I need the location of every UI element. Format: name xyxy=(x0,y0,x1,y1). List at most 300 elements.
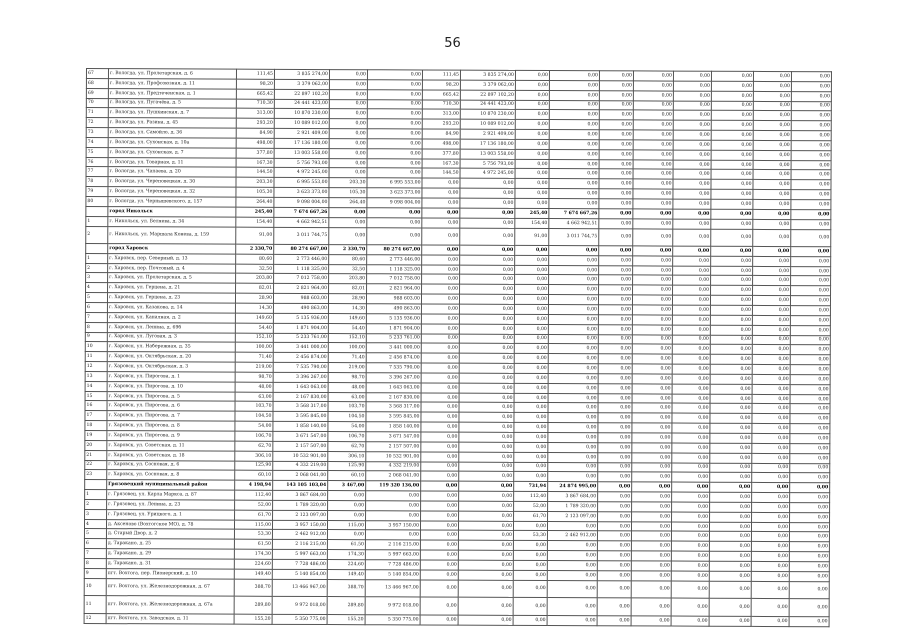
cell-cost: 4 332 219,00 xyxy=(273,461,328,471)
cell-v12: 0,00 xyxy=(633,100,673,110)
cell-area: 152,10 xyxy=(235,333,273,343)
cell-no: 23 xyxy=(85,470,107,480)
cell-rep_area: 0,00 xyxy=(329,79,367,89)
cell-v9: 0,00 xyxy=(515,100,549,110)
cell-rep_cost: 1 858 140,00 xyxy=(366,422,421,432)
cell-v12: 0,00 xyxy=(633,246,673,256)
cell-v15: 0,00 xyxy=(752,453,790,463)
cell-v14: 0,00 xyxy=(709,616,751,627)
cell-v9: 245,40 xyxy=(515,208,549,218)
cell-rep_area: 0,00 xyxy=(329,119,367,129)
cell-mkd_cost: 0,00 xyxy=(459,491,514,501)
cell-v10: 0,00 xyxy=(549,80,599,90)
cell-no: 7 xyxy=(84,549,106,559)
cell-v10: 1 789 320,00 xyxy=(548,501,598,511)
cell-v14: 0,00 xyxy=(711,209,753,219)
cell-area: 104,50 xyxy=(235,411,273,421)
cell-v14: 0,00 xyxy=(710,453,752,463)
cell-v12: 0,00 xyxy=(631,598,671,616)
cell-cost: 1 789 320,00 xyxy=(273,500,328,510)
cell-v13: 0,00 xyxy=(673,91,711,101)
cell-v13: 0,00 xyxy=(672,492,710,502)
cell-rep_area: 0,00 xyxy=(329,148,367,158)
cell-v13: 0,00 xyxy=(672,295,710,305)
cell-area: 52,00 xyxy=(235,500,273,510)
cell-rep_area: 115,00 xyxy=(327,520,365,530)
cell-v15: 0,00 xyxy=(752,424,790,434)
cell-v12: 0,00 xyxy=(632,334,672,344)
cell-mkd_cost: 2 921 409,00 xyxy=(460,129,515,139)
cell-v11: 0,00 xyxy=(598,511,632,521)
cell-v13: 0,00 xyxy=(671,571,709,581)
cell-v14: 0,00 xyxy=(710,482,752,492)
cell-v16: 0,00 xyxy=(790,443,830,453)
cell-no: 19 xyxy=(85,430,107,440)
cell-v16: 0,00 xyxy=(791,180,831,190)
cell-v12: 0,00 xyxy=(632,482,672,492)
cell-v14: 0,00 xyxy=(710,512,752,522)
cell-mkd_area: 0,00 xyxy=(421,412,459,422)
cell-v15: 0,00 xyxy=(753,199,791,209)
cell-v14: 0,00 xyxy=(711,189,753,199)
cell-rep_area: 63,00 xyxy=(328,392,366,402)
cell-v15: 0,00 xyxy=(753,229,791,247)
cell-v12: 0,00 xyxy=(632,315,672,325)
cell-rep_cost: 3 396 267,00 xyxy=(366,373,421,383)
cell-v9: 53,30 xyxy=(513,531,547,541)
cell-v9: 0,00 xyxy=(514,295,548,305)
cell-no: 6 xyxy=(85,303,107,313)
cell-area: 245,40 xyxy=(236,207,274,217)
cell-cost: 2 462 912,00 xyxy=(272,530,327,540)
cell-v9: 0,00 xyxy=(513,580,547,598)
cell-v11: 0,00 xyxy=(599,159,633,169)
cell-v9: 154,40 xyxy=(515,218,549,228)
cell-v12: 0,00 xyxy=(633,130,673,140)
cell-addr: город Никольск xyxy=(108,206,236,216)
cell-mkd_area: 0,00 xyxy=(422,284,460,294)
cell-no: 12 xyxy=(84,613,106,624)
cell-v10: 0,00 xyxy=(549,139,599,149)
cell-rep_cost: 7 728 486,00 xyxy=(365,560,420,570)
cell-no: 10 xyxy=(85,342,107,352)
cell-mkd_area: 665,42 xyxy=(422,90,460,100)
cell-rep_area: 0,00 xyxy=(329,89,367,99)
cell-addr: г. Харовск, ул. Советская, д. 11 xyxy=(107,440,235,450)
cell-v11: 0,00 xyxy=(599,179,633,189)
cell-rep_cost: 5 350 775,00 xyxy=(365,614,420,625)
cell-v10: 0,00 xyxy=(549,149,599,159)
cell-v12: 0,00 xyxy=(631,521,671,531)
cell-v15: 0,00 xyxy=(752,355,790,365)
table-row xyxy=(84,613,829,627)
cell-rep_cost: 10 532 901,00 xyxy=(366,451,421,461)
cell-addr: пгт. Вохтога, пер. Пионерский, д. 10 xyxy=(106,568,234,578)
cell-v11: 0,00 xyxy=(599,189,633,199)
cell-addr: г. Харовск, ул. Сосновая, д. 6 xyxy=(107,460,235,470)
cell-rep_area: 0,00 xyxy=(329,129,367,139)
cell-no: 4 xyxy=(86,283,108,293)
cell-rep_cost: 0,00 xyxy=(366,501,421,511)
cell-area: 313,00 xyxy=(236,109,274,119)
cell-rep_cost: 0,00 xyxy=(366,491,421,501)
cell-v15: 0,00 xyxy=(751,599,789,617)
cell-v15: 0,00 xyxy=(752,296,790,306)
cell-mkd_area: 0,00 xyxy=(422,255,460,265)
cell-v12: 0,00 xyxy=(633,71,673,81)
cell-v10: 0,00 xyxy=(549,90,599,100)
cell-v10: 0,00 xyxy=(548,324,598,334)
cell-v12: 0,00 xyxy=(631,541,671,551)
cell-v15: 0,00 xyxy=(751,552,789,562)
cell-v14: 0,00 xyxy=(710,423,752,433)
cell-mkd_area: 0,00 xyxy=(422,218,460,228)
cell-v12: 0,00 xyxy=(632,413,672,423)
cell-v11: 0,00 xyxy=(599,100,633,110)
cell-v11: 0,00 xyxy=(599,209,633,219)
cell-mkd_area: 98,20 xyxy=(422,80,460,90)
cell-addr: г. Харовск, ул. Ленина, д. 69б xyxy=(107,322,235,332)
cell-v13: 0,00 xyxy=(672,453,710,463)
cell-v10: 0,00 xyxy=(548,462,598,472)
cell-v13: 0,00 xyxy=(672,433,710,443)
cell-v9: 0,00 xyxy=(515,179,549,189)
cell-area: 149,40 xyxy=(234,569,272,579)
cell-mkd_area: 84,90 xyxy=(422,129,460,139)
cell-v12: 0,00 xyxy=(632,443,672,453)
cell-v15: 0,00 xyxy=(753,256,791,266)
cell-v16: 0,00 xyxy=(791,91,831,101)
cell-v15: 0,00 xyxy=(753,71,791,81)
cell-v15: 0,00 xyxy=(752,315,790,325)
cell-mkd_cost: 0,00 xyxy=(459,471,514,481)
cell-no: 16 xyxy=(85,401,107,411)
cell-mkd_cost: 0,00 xyxy=(460,275,515,285)
cell-v10: 0,00 xyxy=(548,423,598,433)
cell-cost: 2 773 446,00 xyxy=(274,254,329,264)
cell-addr: г. Харовск, ул. Пролетарская, д. 5 xyxy=(108,273,236,283)
cell-cost: 5 997 663,00 xyxy=(272,549,327,559)
cell-v15: 0,00 xyxy=(751,522,789,532)
cell-mkd_area: 0,00 xyxy=(421,383,459,393)
cell-mkd_area: 0,00 xyxy=(421,363,459,373)
cell-v10: 0,00 xyxy=(548,295,598,305)
cell-mkd_cost: 0,00 xyxy=(459,304,514,314)
cell-v13: 0,00 xyxy=(673,120,711,130)
cell-v15: 0,00 xyxy=(752,374,790,384)
cell-mkd_cost: 13 003 558,00 xyxy=(460,149,515,159)
cell-v13: 0,00 xyxy=(673,150,711,160)
cell-v9: 0,00 xyxy=(515,255,549,265)
cell-rep_area: 0,00 xyxy=(329,138,367,148)
cell-v9: 0,00 xyxy=(515,169,549,179)
cell-addr: г. Харовск, ул. Советская, д. 18 xyxy=(107,450,235,460)
cell-v16: 0,00 xyxy=(791,256,831,266)
cell-area: 14,30 xyxy=(235,303,273,313)
cell-rep_cost: 0,00 xyxy=(367,80,422,90)
cell-area: 219,00 xyxy=(235,362,273,372)
cell-v16: 0,00 xyxy=(791,101,831,111)
cell-cost: 3 595 845,00 xyxy=(273,412,328,422)
cell-v12: 0,00 xyxy=(633,285,673,295)
cell-cost: 7 728 486,00 xyxy=(272,559,327,569)
cell-v12: 0,00 xyxy=(633,169,673,179)
cell-v14: 0,00 xyxy=(711,150,753,160)
cell-no: 21 xyxy=(85,450,107,460)
cell-rep_cost: 13 466 967,00 xyxy=(365,579,420,597)
cell-rep_area: 82,01 xyxy=(329,284,367,294)
cell-mkd_cost: 0,00 xyxy=(460,208,515,218)
cell-mkd_area: 0,00 xyxy=(421,511,459,521)
cell-v12: 0,00 xyxy=(631,615,671,626)
cell-no: 67 xyxy=(86,69,108,79)
cell-v16: 0,00 xyxy=(790,473,830,483)
cell-v12: 0,00 xyxy=(633,266,673,276)
cell-v9: 0,00 xyxy=(515,70,549,80)
cell-v11: 0,00 xyxy=(597,580,631,598)
cell-rep_cost: 80 274 667,00 xyxy=(367,245,422,255)
cell-addr: пгт. Вохтога, ул. Заводская, д. 11 xyxy=(106,613,234,624)
cell-v13: 0,00 xyxy=(671,522,709,532)
cell-no: 73 xyxy=(86,128,108,138)
cell-v9: 0,00 xyxy=(515,285,549,295)
cell-v13: 0,00 xyxy=(673,276,711,286)
cell-v16: 0,00 xyxy=(791,286,831,296)
cell-v13: 0,00 xyxy=(672,404,710,414)
cell-mkd_area: 0,00 xyxy=(422,245,460,255)
cell-area: 71,40 xyxy=(235,352,273,362)
cell-v9: 0,00 xyxy=(514,403,548,413)
cell-mkd_cost: 0,00 xyxy=(459,314,514,324)
cell-addr: г. Вологда, ул. Разина, д. 45 xyxy=(108,118,236,128)
cell-cost: 3 568 317,00 xyxy=(273,402,328,412)
cell-rep_cost: 7 535 790,00 xyxy=(366,363,421,373)
cell-rep_cost: 5 997 663,00 xyxy=(365,550,420,560)
cell-v11: 0,00 xyxy=(599,110,633,120)
cell-mkd_area: 0,00 xyxy=(420,597,458,615)
cell-v10: 0,00 xyxy=(549,130,599,140)
cell-addr: д. Старый Двор, д. 2 xyxy=(106,529,234,539)
cell-v15: 0,00 xyxy=(752,335,790,345)
cell-v11: 0,00 xyxy=(598,334,632,344)
cell-v13: 0,00 xyxy=(673,246,711,256)
cell-v10: 0,00 xyxy=(549,100,599,110)
cell-v14: 0,00 xyxy=(710,364,752,374)
cell-v10: 0,00 xyxy=(547,615,597,626)
cell-addr: г. Харовск, ул. Луговая, д. 3 xyxy=(107,332,235,342)
cell-no: 20 xyxy=(85,440,107,450)
cell-v10: 0,00 xyxy=(548,413,598,423)
cell-no: 77 xyxy=(86,167,108,177)
cell-addr: пгт. Вохтога, ул. Железнодорожная, д. 67 xyxy=(106,578,234,596)
cell-v16: 0,00 xyxy=(790,296,830,306)
cell-v15: 0,00 xyxy=(753,170,791,180)
cell-v14: 0,00 xyxy=(709,541,751,551)
cell-rep_area: 0,00 xyxy=(329,207,367,217)
cell-v9: 0,00 xyxy=(515,120,549,130)
cell-addr: г. Харовск, ул. Пирогова, д. 10 xyxy=(107,381,235,391)
cell-v13: 0,00 xyxy=(673,209,711,219)
cell-v14: 0,00 xyxy=(709,551,751,561)
cell-v10: 2 462 912,00 xyxy=(547,531,597,541)
cell-rep_cost: 2 167 830,00 xyxy=(366,392,421,402)
cell-mkd_area: 0,00 xyxy=(421,471,459,481)
cell-v13: 0,00 xyxy=(672,472,710,482)
cell-v16: 0,00 xyxy=(790,365,830,375)
cell-addr: г. Харовск, ул. Каналная, д. 2 xyxy=(107,312,235,322)
cell-rep_cost: 0,00 xyxy=(367,89,422,99)
cell-mkd_cost: 0,00 xyxy=(460,228,515,246)
cell-area: 125,90 xyxy=(235,461,273,471)
cell-no xyxy=(85,480,107,490)
cell-mkd_cost: 0,00 xyxy=(459,353,514,363)
cell-area: 2 330,70 xyxy=(236,244,274,254)
cell-rep_area: 100,00 xyxy=(328,343,366,353)
cell-area: 149,60 xyxy=(235,313,273,323)
cell-v10: 0,00 xyxy=(549,71,599,81)
cell-v11: 0,00 xyxy=(598,482,632,492)
cell-mkd_area: 0,00 xyxy=(421,402,459,412)
cell-cost: 2 167 830,00 xyxy=(273,392,328,402)
cell-mkd_area: 0,00 xyxy=(421,334,459,344)
cell-mkd_cost: 0,00 xyxy=(458,560,513,570)
cell-addr: г. Грязовец, ул. Ленина, д. 23 xyxy=(107,499,235,509)
cell-rep_cost: 0,00 xyxy=(367,168,422,178)
cell-v9: 0,00 xyxy=(515,188,549,198)
cell-v14: 0,00 xyxy=(711,170,753,180)
cell-addr: г. Вологда, ул. Пролетарская, д. 6 xyxy=(108,69,236,79)
cell-v15: 0,00 xyxy=(751,571,789,581)
cell-v14: 0,00 xyxy=(710,345,752,355)
cell-mkd_cost: 0,00 xyxy=(459,373,514,383)
cell-mkd_area: 0,00 xyxy=(421,314,459,324)
cell-mkd_area: 313,00 xyxy=(422,109,460,119)
cell-v11: 0,00 xyxy=(599,256,633,266)
cell-rep_cost: 3 568 317,00 xyxy=(366,402,421,412)
cell-area: 710,30 xyxy=(236,99,274,109)
cell-v16: 0,00 xyxy=(790,394,830,404)
cell-rep_area: 62,70 xyxy=(328,441,366,451)
cell-addr: г. Харовск, ул. Пирогова, д. 5 xyxy=(107,391,235,401)
cell-v9: 91,00 xyxy=(515,228,549,246)
cell-addr: г. Грязовец, ул. Карла Маркса, д. 87 xyxy=(107,490,235,500)
cell-cost: 4 972 245,00 xyxy=(274,168,329,178)
cell-v15: 0,00 xyxy=(753,91,791,101)
cell-v13: 0,00 xyxy=(671,551,709,561)
cell-rep_area: 155,20 xyxy=(327,614,365,625)
cell-v9: 0,00 xyxy=(514,452,548,462)
cell-v9: 0,00 xyxy=(515,139,549,149)
cell-v10: 0,00 xyxy=(549,245,599,255)
cell-mkd_area: 0,00 xyxy=(421,294,459,304)
cell-v12: 0,00 xyxy=(633,275,673,285)
cell-mkd_area: 144,50 xyxy=(422,168,460,178)
cell-v10: 0,00 xyxy=(549,275,599,285)
cell-v11: 0,00 xyxy=(597,531,631,541)
cell-v14: 0,00 xyxy=(710,502,752,512)
cell-v11: 0,00 xyxy=(599,90,633,100)
cell-v16: 0,00 xyxy=(791,229,831,247)
cell-v12: 0,00 xyxy=(633,228,673,246)
cell-cost: 3 867 684,00 xyxy=(273,490,328,500)
cell-cost: 3 835 274,00 xyxy=(274,69,329,79)
cell-cost: 1 871 904,00 xyxy=(273,323,328,333)
cell-area: 84,90 xyxy=(236,128,274,138)
cell-rep_cost: 0,00 xyxy=(367,139,422,149)
cell-v11: 0,00 xyxy=(597,571,631,581)
cell-mkd_cost: 0,00 xyxy=(459,324,514,334)
cell-v16: 0,00 xyxy=(791,209,831,219)
cell-v10: 0,00 xyxy=(549,189,599,199)
cell-no: 74 xyxy=(86,137,108,147)
cell-mkd_area: 0,00 xyxy=(421,501,459,511)
cell-area: 106,70 xyxy=(235,431,273,441)
cell-area: 4 198,94 xyxy=(235,480,273,490)
cell-v12: 0,00 xyxy=(632,295,672,305)
cell-area: 105,30 xyxy=(236,187,274,197)
cell-no: 3 xyxy=(85,509,107,519)
cell-v14: 0,00 xyxy=(710,295,752,305)
cell-rep_area: 388,70 xyxy=(327,579,365,597)
cell-v11: 0,00 xyxy=(598,433,632,443)
cell-rep_area: 0,00 xyxy=(329,217,367,227)
cell-v10: 0,00 xyxy=(548,452,598,462)
cell-rep_area: 106,70 xyxy=(328,432,366,442)
cell-v16: 0,00 xyxy=(790,463,830,473)
cell-v15: 0,00 xyxy=(752,404,790,414)
cell-mkd_area: 0,00 xyxy=(420,540,458,550)
cell-v11: 0,00 xyxy=(599,285,633,295)
cell-v10: 0,00 xyxy=(549,255,599,265)
cell-v10: 0,00 xyxy=(547,521,597,531)
cell-rep_cost: 0,00 xyxy=(367,208,422,218)
cell-mkd_area: 0,00 xyxy=(422,227,460,245)
cell-addr: д. Таракано, д. 29 xyxy=(106,549,234,559)
cell-area: 62,70 xyxy=(235,441,273,451)
cell-v10: 0,00 xyxy=(548,383,598,393)
cell-v9: 0,00 xyxy=(515,149,549,159)
cell-v15: 0,00 xyxy=(751,542,789,552)
cell-mkd_area: 0,00 xyxy=(421,324,459,334)
cell-v16: 0,00 xyxy=(791,247,831,257)
cell-v15: 0,00 xyxy=(753,276,791,286)
cell-addr: г. Харовск, ул. Октябрьская, д. 3 xyxy=(107,362,235,372)
cell-cost: 22 897 102,20 xyxy=(274,89,329,99)
cell-v10: 0,00 xyxy=(549,159,599,169)
cell-v9: 61,70 xyxy=(514,511,548,521)
cell-mkd_area: 0,00 xyxy=(420,560,458,570)
cell-cost: 24 441 423,00 xyxy=(274,99,329,109)
cell-cost: 5 140 854,00 xyxy=(272,569,327,579)
cell-rep_area: 219,00 xyxy=(328,363,366,373)
cell-mkd_area: 0,00 xyxy=(422,198,460,208)
cell-addr: г. Харовск, ул. Набережная, д. 35 xyxy=(107,342,235,352)
cell-v9: 0,00 xyxy=(514,304,548,314)
cell-no: 7 xyxy=(85,312,107,322)
cell-v15: 0,00 xyxy=(753,219,791,229)
cell-no: 3 xyxy=(86,273,108,283)
cell-mkd_cost: 0,00 xyxy=(458,615,513,626)
cell-v9: 112,40 xyxy=(514,491,548,501)
cell-mkd_cost: 0,00 xyxy=(459,294,514,304)
cell-area: 53,30 xyxy=(234,530,272,540)
cell-mkd_cost: 0,00 xyxy=(459,412,514,422)
cell-mkd_area: 111,45 xyxy=(422,70,460,80)
cell-mkd_area: 0,00 xyxy=(420,580,458,598)
cell-area: 100,00 xyxy=(235,343,273,353)
cell-v13: 0,00 xyxy=(672,512,710,522)
cell-v16: 0,00 xyxy=(790,424,830,434)
